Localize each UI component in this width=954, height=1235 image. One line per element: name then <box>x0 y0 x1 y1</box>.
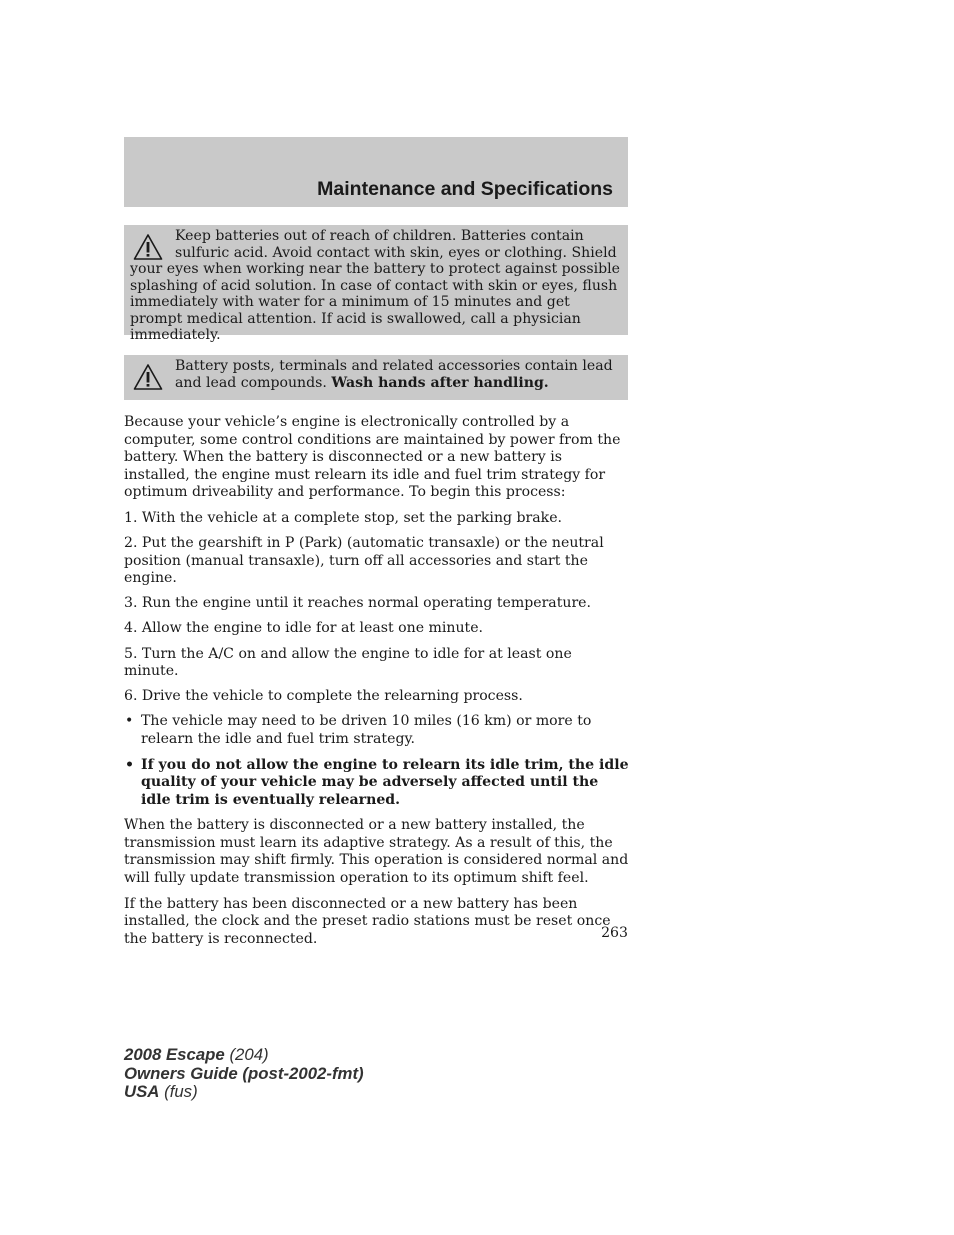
bullet-dot: • <box>125 713 134 730</box>
warning-triangle-icon <box>133 363 163 391</box>
bullet-dot: • <box>125 756 135 773</box>
warning-box-acid <box>124 225 628 343</box>
step-2: 2. Put the gearshift in P (Park) (automatic transaxle) or the neutral position (manual transaxle), turn off all accessories and start the engine. <box>124 535 604 587</box>
section-header <box>124 137 628 207</box>
bullet-item-bold <box>124 757 630 810</box>
bullet-item <box>124 713 630 748</box>
step-3: 3. Run the engine until it reaches normal operating temperature. <box>124 595 592 612</box>
step-4: 4. Allow the engine to idle for at least one minute. <box>124 620 484 637</box>
main-content <box>124 414 630 956</box>
reset-paragraph: If the battery has been disconnected or a new battery has been installed, the clock and the preset radio stations must be reset once the battery is reconnected. <box>124 895 611 947</box>
step-1: 1. With the vehicle at a complete stop, set the parking brake. <box>124 509 563 526</box>
intro-paragraph: Because your vehicle’s engine is electronically controlled by a computer, some control conditions are maintained by power from the battery. When the battery is disconnected or a new battery is installed, the engine must relearn its idle and fuel trim strategy for optimum driveability and performance. To begin this process: <box>124 414 621 501</box>
step-5: 5. Turn the A/C on and allow the engine to idle for at least one minute. <box>124 645 572 680</box>
footer <box>124 1046 364 1102</box>
footer-line-1: 2008 Escape (204) <box>124 1045 269 1064</box>
footer-line-2: Owners Guide (post-2002-fmt) <box>124 1063 364 1083</box>
warning-box-lead <box>124 355 628 400</box>
section-title: Maintenance and Specifications <box>317 178 613 200</box>
bullet-text: The vehicle may need to be driven 10 miles (16 km) or more to relearn the idle and fuel trim strategy. <box>141 713 592 747</box>
footer-line-3: USA (fus) <box>124 1082 198 1102</box>
step-6: 6. Drive the vehicle to complete the relearning process. <box>124 688 523 705</box>
transmission-paragraph: When the battery is disconnected or a new battery installed, the transmission must learn its adaptive strategy. As a result of this, the transmission may shift firmly. This operation is considered normal and will fully update transmission operation to its optimum shift feel. <box>124 817 629 887</box>
warning-text: Battery posts, terminals and related accessories contain lead and lead compounds. <box>175 358 613 391</box>
page-number: 263 <box>601 925 628 941</box>
bullet-text: If you do not allow the engine to relearn its idle trim, the idle quality of your vehicle may be adversely affected until the idle trim is eventually relearned. <box>141 756 629 808</box>
warning-text: Keep batteries out of reach of children. Batteries contain sulfuric acid. Avoid contact with skin, eyes or clothing. Shield your eyes when working near the battery to protect against possible splashing of acid solution. In case of contact with skin or eyes, flush immediately with water for a minimum of 15 minutes and get prompt medical attention. If acid is swallowed, call a physician immediately. <box>130 228 620 343</box>
warning-bold-text: Wash hands after handling. <box>331 374 549 391</box>
warning-triangle-icon <box>133 233 163 261</box>
